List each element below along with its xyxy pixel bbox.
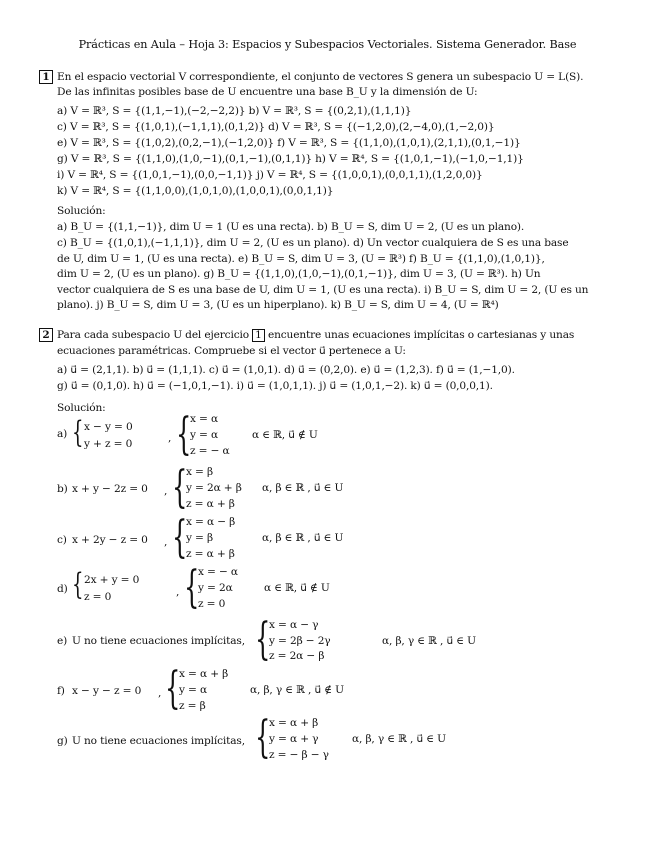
ex2-statement-part-b: encuentre unas ecuaciones implícitas o cartesianas y unas (267, 329, 575, 341)
ex2-statement-part-a: Para cada subespacio U del ejercicio (57, 329, 249, 341)
sol-d-par-brace: { (184, 562, 200, 613)
sol-e-par-line: y = 2β − 2γ (269, 635, 331, 647)
sol-c-par-line: y = β (186, 532, 213, 544)
ex2-item-line: g) u⃗ = (0,1,0). h) u⃗ = (−1,0,1,−1). i) u⃗ = (1,0,1,1). j) u⃗ = (1,0,1,−2). k) u⃗ = (0,0,0,1). (57, 380, 493, 392)
ex1-solution-line: dim U = 2, (U es un plano). g) B_U = {(1,1,0),(1,0,−1),(0,1,−1)}, dim U = 3, (U = ℝ³). h) Un (57, 268, 541, 280)
sol-c-par-brace: { (172, 512, 188, 563)
sol-a-imp-line: x − y = 0 (84, 421, 133, 433)
sol-f-condition: α, β, γ ∈ ℝ , u⃗ ∉ U (250, 684, 344, 696)
sol-b-par-brace: { (172, 462, 188, 513)
sol-c-par-line: z = α + β (186, 548, 235, 560)
sol-f-par-brace: { (165, 663, 181, 714)
sol-e-implicit: U no tiene ecuaciones implícitas, (72, 635, 245, 647)
ex1-item-line: g) V = ℝ³, S = {(1,1,0),(1,0,−1),(0,1,−1),(0,1,1)} h) V = ℝ⁴, S = {(1,0,1,−1),(−1,0,−1,1)} (57, 153, 524, 165)
ex1-solution-line: a) B_U = {(1,1,−1)}, dim U = 1 (U es una recta). b) B_U = S, dim U = 2, (U es un plano). (57, 221, 525, 233)
sol-g-label: g) (57, 735, 68, 747)
sol-g-implicit: U no tiene ecuaciones implícitas, (72, 735, 245, 747)
sol-a-par-line: z = − α (190, 445, 230, 457)
ex1-solution-line: vector cualquiera de S es una base de U, dim U = 1, (U es una recta). i) B_U = S, dim U = 2, (U es un (57, 284, 589, 296)
ex1-solution-label: Solución: (57, 205, 106, 217)
sol-g-condition: α, β, γ ∈ ℝ , u⃗ ∈ U (352, 733, 446, 745)
sol-f-par-line: z = β (179, 700, 206, 712)
sol-d-condition: α ∈ ℝ, u⃗ ∉ U (264, 582, 330, 594)
sol-d-imp-line: 2x + y = 0 (84, 574, 140, 586)
ex1-solution-line: plano). j) B_U = S, dim U = 3, (U es un hiperplano). k) B_U = S, dim U = 4, (U = ℝ⁴) (57, 299, 499, 311)
ex1-statement-line-2: De las infinitas posibles base de U encuentre una base B_U y la dimensión de U: (57, 86, 478, 98)
ex1-solution-line: de U, dim U = 1, (U es una recta). e) B_U = S, dim U = 3, (U = ℝ³) f) B_U = {(1,1,0),(1,0,1)}, (57, 253, 545, 265)
sol-a-par-line: y = α (190, 429, 219, 441)
sol-e-par-line: x = α − γ (269, 619, 319, 631)
ex2-solution-label: Solución: (57, 402, 106, 414)
sol-a-separator: , (168, 432, 172, 444)
exercise-2-number: 2 (39, 328, 53, 342)
ex1-solution-line: c) B_U = {(1,0,1),(−1,1,1)}, dim U = 2, (U es un plano). d) Un vector cualquiera de S es una base (57, 237, 569, 249)
ex1-statement-line-1: En el espacio vectorial V correspondiente, el conjunto de vectores S genera un subespacio U = L(S). (57, 71, 584, 83)
page-title: Prácticas en Aula – Hoja 3: Espacios y Subespacios Vectoriales. Sistema Generador. Base (78, 38, 577, 51)
sol-c-label: c) (57, 534, 67, 546)
sol-f-label: f) (57, 685, 65, 697)
sol-a-imp-brace: { (72, 415, 84, 450)
sol-f-par-line: y = α (179, 684, 208, 696)
ex1-item-line: e) V = ℝ³, S = {(1,0,2),(0,2,−1),(−1,2,0)} f) V = ℝ³, S = {(1,1,0),(1,0,1),(2,1,1),(0,1,−1)} (57, 137, 521, 149)
sol-b-implicit: x + y − 2z = 0 (72, 483, 148, 495)
ex2-statement-line-1 (57, 329, 574, 342)
sol-d-par-line: x = − α (198, 566, 238, 578)
ex1-item-line: k) V = ℝ⁴, S = {(1,1,0,0),(1,0,1,0),(1,0,0,1),(0,0,1,1)} (57, 185, 334, 197)
sol-f-implicit: x − y − z = 0 (72, 685, 142, 697)
sol-b-separator: , (164, 485, 168, 497)
sol-a-condition: α ∈ ℝ, u⃗ ∉ U (252, 429, 318, 441)
sol-a-par-brace: { (176, 409, 192, 460)
sol-d-par-line: z = 0 (198, 598, 226, 610)
sol-b-condition: α, β ∈ ℝ , u⃗ ∈ U (262, 482, 344, 494)
sol-d-separator: , (176, 586, 180, 598)
ex1-item-line: c) V = ℝ³, S = {(1,0,1),(−1,1,1),(0,1,2)} d) V = ℝ³, S = {(−1,2,0),(2,−4,0),(1,−2,0)} (57, 121, 495, 133)
ex2-item-line: a) u⃗ = (2,1,1). b) u⃗ = (1,1,1). c) u⃗ = (1,0,1). d) u⃗ = (0,2,0). e) u⃗ = (1,2,3). f) u⃗ = (1,−1,0). (57, 364, 515, 376)
sol-d-par-line: y = 2α (198, 582, 233, 594)
ex2-statement-line-2: ecuaciones paramétricas. Compruebe si el vector u⃗ pertenece a U: (57, 345, 406, 357)
sol-c-implicit: x + 2y − z = 0 (72, 534, 148, 546)
sol-g-par-line: z = − β − γ (269, 749, 329, 761)
sol-d-imp-line: z = 0 (84, 591, 112, 603)
sol-d-label: d) (57, 583, 68, 595)
sol-e-condition: α, β, γ ∈ ℝ , u⃗ ∈ U (382, 635, 476, 647)
sol-e-par-brace: { (255, 614, 271, 665)
sol-f-par-line: x = α + β (179, 668, 229, 680)
sol-b-par-line: y = 2α + β (186, 482, 242, 494)
sol-b-par-line: x = β (186, 466, 213, 478)
sol-g-par-brace: { (255, 712, 271, 763)
exercise-reference-box: 1 (252, 329, 265, 342)
exercise-1-number: 1 (39, 70, 53, 84)
sol-c-condition: α, β ∈ ℝ , u⃗ ∈ U (262, 532, 344, 544)
sol-c-par-line: x = α − β (186, 516, 236, 528)
sol-f-separator: , (158, 687, 162, 699)
sol-g-par-line: x = α + β (269, 717, 319, 729)
sol-b-label: b) (57, 483, 68, 495)
sol-b-par-line: z = α + β (186, 498, 235, 510)
ex1-item-line: a) V = ℝ³, S = {(1,1,−1),(−2,−2,2)} b) V = ℝ³, S = {(0,2,1),(1,1,1)} (57, 105, 412, 117)
sol-g-par-line: y = α + γ (269, 733, 319, 745)
sol-e-label: e) (57, 635, 68, 647)
sol-c-separator: , (164, 536, 168, 548)
sol-d-imp-brace: { (72, 567, 84, 602)
sol-a-imp-line: y + z = 0 (84, 438, 133, 450)
sol-e-par-line: z = 2α − β (269, 650, 325, 662)
sol-a-par-line: x = α (190, 413, 218, 425)
sol-a-label: a) (57, 428, 68, 440)
ex1-item-line: i) V = ℝ⁴, S = {(1,0,1,−1),(0,0,−1,1)} j) V = ℝ⁴, S = {(1,0,0,1),(0,0,1,1),(1,2,0,0)} (57, 169, 483, 181)
